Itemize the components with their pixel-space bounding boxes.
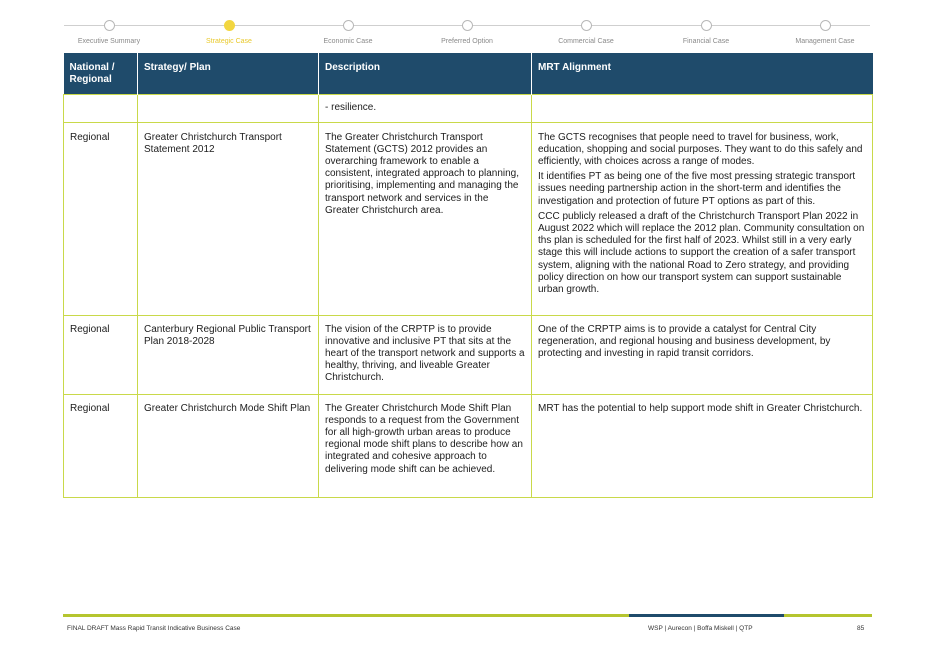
footer-document-title: FINAL DRAFT Mass Rapid Transit Indicative Business Case [67,625,241,632]
cell-alignment [532,394,873,497]
step-label: Preferred Option [441,38,493,45]
alignment-paragraph: CCC publicly released a draft of the Christchurch Transport Plan 2022 in August 2022 which will replace the 2012 plan. Community consultation on ths plan is scheduled for the first half of 2023. Whilst still in a very early stage this will include actions to support the creation of a safer transport system, aligning with the national Road to Zero strategy, and providing policy direction on how our transport system can support sustainable urban growth. [538,210,865,295]
step-economic-case[interactable] [293,18,403,45]
footer-partners: WSP | Aurecon | Boffa Miskell | QTP [648,625,753,632]
header-description: Description [319,53,532,94]
step-commercial-case[interactable] [531,18,641,45]
cell-level: Regional [64,315,138,394]
table-row [64,394,873,497]
progress-stepper [64,18,870,48]
table-row [64,94,873,122]
cell-description: - resilience. [319,94,532,122]
cell-level: Regional [64,122,138,315]
table-row [64,315,873,394]
step-executive-summary[interactable] [54,18,164,45]
step-dot [581,20,592,31]
step-label: Commercial Case [558,38,614,45]
step-label: Strategic Case [206,38,252,45]
alignment-paragraph: MRT has the potential to help support mode shift in Greater Christchurch. [538,402,863,414]
page-number: 85 [857,625,865,632]
cell-description: The vision of the CRPTP is to provide innovative and inclusive PT that sits at the heart of the transport network and supports a healthy, thriving, and liveable Greater Christchurch. [319,315,532,394]
step-financial-case[interactable] [651,18,761,45]
step-management-case[interactable] [770,18,880,45]
cell-strategy: Greater Christchurch Mode Shift Plan [138,394,319,497]
alignment-paragraph: One of the CRPTP aims is to provide a catalyst for Central City regeneration, and regional housing and business development, by protecting and investing in rapid transit corridors. [538,323,831,359]
step-dot [701,20,712,31]
cell-level: Regional [64,394,138,497]
alignment-paragraph: It identifies PT as being one of the five most pressing strategic transport issues needing partnership action in the short-term and identifies the investigation and protection of future PT options as part of this. [538,171,856,207]
alignment-paragraph: The GCTS recognises that people need to travel for business, work, education, shopping and social purposes. They want to do this safely and efficiently, with choices across a range of modes. [538,131,863,167]
step-preferred-option[interactable] [412,18,522,45]
step-label: Management Case [795,38,855,45]
footer-rule-accent [629,614,784,617]
step-strategic-case[interactable] [174,18,284,45]
cell-alignment [532,94,873,122]
step-dot [820,20,831,31]
table-row [64,122,873,315]
step-dot [104,20,115,31]
step-label: Financial Case [682,38,730,45]
step-label: Economic Case [323,38,373,45]
strategy-table-container [63,53,872,498]
header-strategy-plan: Strategy/ Plan [138,53,319,94]
cell-strategy: Greater Christchurch Transport Statement 2012 [138,122,319,315]
cell-strategy: Canterbury Regional Public Transport Plan 2018-2028 [138,315,319,394]
table-header-row [64,53,873,94]
strategy-alignment-table [63,53,873,498]
header-national-regional: National / Regional [64,53,138,94]
cell-alignment [532,122,873,315]
cell-description: The Greater Christchurch Transport Statement (GCTS) 2012 provides an overarching framework to enable a consistent, integrated approach to planning, prioritising, implementing and managing the transport network and services in the Greater Christchurch area. [319,122,532,315]
cell-strategy [138,94,319,122]
cell-alignment [532,315,873,394]
step-dot [343,20,354,31]
step-label: Executive Summary [77,38,141,45]
header-mrt-alignment: MRT Alignment [532,53,873,94]
cell-description: The Greater Christchurch Mode Shift Plan responds to a request from the Government for all high-growth urban areas to produce regional mode shift plans to describe how an integrated and cohesive approach to delivering mode shift can be achieved. [319,394,532,497]
step-dot-active [224,20,235,31]
cell-level [64,94,138,122]
step-dot [462,20,473,31]
